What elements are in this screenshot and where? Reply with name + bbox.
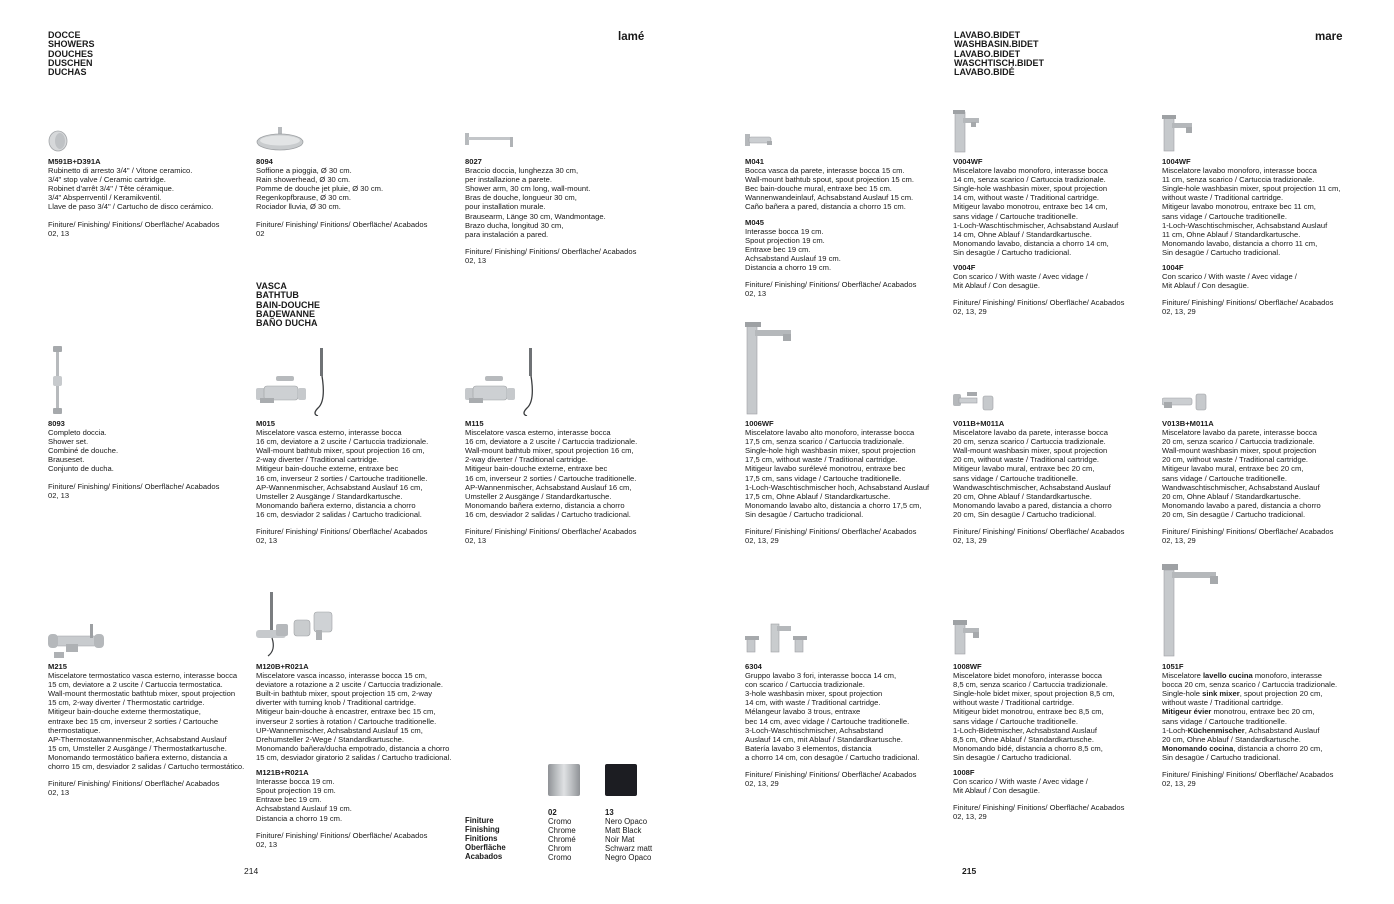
product-description: Con scarico / With waste / Avec vidage / Mit Ablauf / Con desagüe. — [953, 777, 1088, 796]
product-code: 8093 — [48, 419, 65, 428]
product-code: M120B+R021A — [256, 662, 309, 671]
product-description: Miscelatore lavabo monoforo, interasse bocca 11 cm, senza scarico / Cartuccia tradizionale. Single-hole washbasin mixer, spout projection 11 cm, without waste / Traditional cartridge. Mitigeur lavabo monotrou, entraxe bec 11 cm, sans vidage / Cartouche traditionelle. 1-Loch-Waschtischmischer, Achsabstand Auslauf 11 cm, Ohne Ablauf / Standardkartusche. Monomando lavabo, distancia a chorro 11 cm, Sin desagüe / Cartucho tradicional. — [1162, 166, 1341, 257]
series-name: mare — [1315, 31, 1343, 43]
product-description: Miscelatore lavabo da parete, interasse bocca 20 cm, senza scarico / Cartuccia tradizionale. Wall-mount washbasin mixer, spout projection 20 cm, without waste / Traditional cartridge. Mitigeur lavabo mural, entraxe bec 20 cm, sans vidage / Cartouche traditionelle. Wandwaschtischmischer, Achsabstand Auslauf 20 cm, Ohne Ablauf / Standardkartusche. Monomando lavabo a pared, distancia a chorro 20 cm, Sin desagüe / Cartucho tradicional. — [1162, 428, 1321, 519]
finishing-codes: 02, 13 — [465, 255, 487, 265]
shower-arm-icon — [465, 131, 515, 151]
product-M041 — [745, 157, 945, 298]
product-description: Miscelatore lavabo alto monoforo, interasse bocca 17,5 cm, senza scarico / Cartuccia tradizionale. Single-hole high washbasin mixer, spout projection 17,5 cm, without waste / Traditional cartridge. Mitigeur lavabo surélevé monotrou, entraxe bec 17,5 cm, sans vidage / Cartouche traditionelle. 1-Loch-Waschtischmischer hoch, Achsabstand Auslauf 17,5 cm, Ohne Ablauf / Standardkartusche. Monomando lavabo alto, distancia a chorro 17,5 cm, Sin desagüe / Cartucho tradicional. — [745, 428, 930, 519]
finishing-label: Finiture/ Finishing/ Finitions/ Oberfläche/ Acabados — [745, 280, 917, 290]
header-line: WASCHTISCH.BIDET — [954, 57, 1044, 68]
product-description: Soffione a pioggia, Ø 30 cm. Rain showerhead, Ø 30 cm. Pomme de douche jet pluie, Ø 30 cm. Regenkopfbrause, Ø 30 cm. Rociador lluvia, Ø 30 cm. — [256, 166, 384, 212]
header-line: LAVABO.BIDÉ — [954, 67, 1015, 78]
product-1004WF — [1162, 157, 1362, 317]
finishing-label: Finiture/ Finishing/ Finitions/ Oberfläche/ Acabados — [48, 481, 220, 491]
description-text: Sin desagüe / Cartucho tradicional. — [1162, 752, 1281, 762]
description-text: , Achsabstand Auslauf — [1244, 725, 1320, 735]
section-header-bathtub — [256, 282, 320, 328]
description-text: without waste / Traditional cartridge. — [1162, 698, 1284, 708]
basin-mixer-icon — [953, 110, 981, 154]
product-code: M045 — [745, 217, 764, 227]
product-description: Completo doccia. Shower set. Combiné de douche. Brauseset. Conjunto de ducha. — [48, 428, 119, 474]
finish-name: Nero Opaco — [605, 817, 648, 827]
description-line — [1162, 726, 1372, 735]
header-line: BADEWANNE — [256, 308, 316, 319]
product-code: 1008F — [953, 768, 975, 778]
finishing-label: Finiture/ Finishing/ Finitions/ Oberfläche/ Acabados — [953, 527, 1125, 537]
description-line — [1162, 680, 1372, 689]
series-name: lamé — [618, 31, 645, 43]
description-line — [1162, 698, 1372, 707]
finish-name: Matt Black — [605, 826, 642, 836]
product-code: 1004F — [1162, 263, 1184, 273]
header-line: DUCHAS — [48, 67, 87, 78]
description-text: , spout projection 20 cm, — [1239, 689, 1323, 699]
product-1006WF — [745, 419, 950, 545]
product-code: 1006WF — [745, 419, 774, 428]
product-code: 8094 — [256, 157, 273, 166]
product-code: M041 — [745, 157, 764, 166]
product-V011B — [953, 419, 1153, 545]
page-number-left: 214 — [244, 866, 259, 876]
product-description: Interasse bocca 19 cm. Spout projection 19 cm. Entraxe bec 19 cm. Achsabstand Auslauf 19 cm. Distancia a chorro 19 cm. — [745, 226, 841, 273]
description-bold: Küchenmischer — [1187, 725, 1245, 735]
finishing-label: Finiture/ Finishing/ Finitions/ Oberfläche/ Acabados — [48, 219, 220, 229]
finishing-label: Finiture/ Finishing/ Finitions/ Oberfläche/ Acabados — [745, 527, 917, 537]
finishing-codes: 02, 13, 29 — [1162, 536, 1196, 546]
product-code: 6304 — [745, 662, 762, 671]
description-text: monotrou, entraxe bec 20 cm, — [1211, 707, 1315, 717]
product-description: Miscelatore vasca incasso, interasse bocca 15 cm, deviatore a rotazione a 2 uscite / Cartuccia tradizionale. Built-in bathtub mixer, spout projection 15 cm, 2-way diverter with turning knob / Traditional cartridge. Mitigeur bain-douche à encastrer, entraxe bec 15 cm, inverseur 2 sorties à rotation / Cartouche traditionelle. UP-Wannenmischer, Achsabstand Auslauf 15 cm, Drehumsteller 2-Wege / Standardkartusche. Monomando bañera/ducha empotrado, distancia a chorro 15 cm, desviador giratorio 2 salidas / Cartucho tradicional. — [256, 671, 452, 762]
finish-name: Chromé — [548, 835, 576, 845]
product-code: M015 — [256, 419, 275, 428]
bidet-mixer-icon — [953, 616, 983, 656]
description-bold: sink mixer — [1202, 689, 1240, 699]
product-code: V004WF — [953, 157, 983, 166]
header-line: WASHBASIN.BIDET — [954, 39, 1039, 50]
finishing-codes: 02 — [256, 228, 265, 238]
product-V004WF — [953, 157, 1153, 317]
product-description: Miscelatore lavabo da parete, interasse bocca 20 cm, senza scarico / Cartuccia tradizionale. Wall-mount washbasin mixer, spout projection 20 cm, without waste / Traditional cartridge. Mitigeur lavabo mural, entraxe bec 20 cm, sans vidage / Cartouche traditionelle. Wandwaschtischmischer, Achsabstand Auslauf 20 cm, Ohne Ablauf / Standardkartusche. Monomando lavabo a pared, distancia a chorro 20 cm, Sin desagüe / Cartucho tradicional. — [953, 428, 1112, 519]
finish-label: Finiture — [465, 816, 494, 825]
finish-chrome — [548, 808, 576, 863]
description-text: Miscelatore — [1162, 671, 1203, 681]
product-description: Braccio doccia, lunghezza 30 cm, per installazione a parete. Shower arm, 30 cm long, wall-mount. Bras de douche, longueur 30 cm, pour installation murale. Brausearm, Länge 30 cm, Wandmontage. Brazo ducha, longitud 30 cm, para instalación a pared. — [465, 166, 606, 239]
section-header-showers — [48, 31, 95, 77]
product-code: V004F — [953, 263, 976, 273]
finishing-codes: 02, 13 — [256, 536, 278, 546]
header-line: DUSCHEN — [48, 57, 93, 68]
finish-name: Cromo — [548, 853, 572, 863]
bath-mixer-icon — [465, 346, 545, 416]
product-code: M591B+D391A — [48, 157, 101, 166]
finishing-codes: 02, 13, 29 — [745, 779, 779, 789]
rain-showerhead-icon — [256, 127, 304, 153]
finishing-codes: 02, 13 — [48, 788, 70, 798]
finish-name: Chrome — [548, 826, 576, 836]
finishing-codes: 02, 13, 29 — [953, 812, 987, 822]
finishing-codes: 02, 13, 29 — [1162, 307, 1196, 317]
finish-code: 02 — [548, 808, 557, 817]
product-M115 — [465, 419, 670, 545]
description-text: 1-Loch- — [1162, 725, 1188, 735]
finish-matt-black — [605, 808, 652, 863]
product-8027 — [465, 157, 665, 265]
product-8094 — [256, 157, 456, 238]
description-line — [1162, 735, 1372, 744]
product-description: Interasse bocca 19 cm. Spout projection 19 cm. Entraxe bec 19 cm. Achsabstand Auslauf 19 cm. Distancia a chorro 19 cm. — [256, 777, 352, 823]
product-description: Con scarico / With waste / Avec vidage / Mit Ablauf / Con desagüe. — [1162, 272, 1297, 291]
basin-mixer-icon — [1162, 113, 1196, 153]
finishing-codes: 02, 13, 29 — [953, 307, 987, 317]
product-description: Miscelatore bidet monoforo, interasse bocca 8,5 cm, senza scarico / Cartuccia tradizionale. Single-hole bidet mixer, spout projection 8,5 cm, without waste / Traditional cartridge. Mitigeur bidet monotrou, entraxe bec 8,5 cm, sans vidage / Cartouche traditionelle. 1-Loch-Bidetmischer, Achsabstand Auslauf 8,5 cm, Ohne Ablauf / Standardkartusche. Monomando bidé, distancia a chorro 8,5 cm, Sin desagüe / Cartucho tradicional. — [953, 671, 1115, 762]
description-line — [1162, 717, 1372, 726]
product-6304 — [745, 662, 950, 788]
built-in-mixer-icon — [256, 590, 336, 660]
finish-name: Cromo — [548, 817, 572, 827]
finish-label: Acabados — [465, 852, 503, 862]
chrome-swatch — [548, 764, 580, 796]
finishing-codes: 02, 13 — [745, 289, 767, 299]
finishing-label: Finiture/ Finishing/ Finitions/ Oberfläche/ Acabados — [256, 830, 428, 840]
finish-label: Finitions — [465, 834, 498, 844]
finishing-codes: 02, 13 — [48, 490, 70, 500]
description-text: , distancia a chorro 20 cm, — [1233, 743, 1323, 753]
description-bold: Monomando cocina — [1162, 743, 1234, 753]
product-M120B — [256, 662, 461, 849]
description-line — [1162, 707, 1372, 716]
product-description: Miscelatore vasca esterno, interasse bocca 16 cm, deviatore a 2 uscite / Cartuccia tradizionale. Wall-mount bathtub mixer, spout projection 16 cm, 2-way diverter / Traditional cartridge. Mitigeur bain-douche externe, entraxe bec 16 cm, inverseur 2 sorties / Cartouche traditionelle. AP-Wannenmischer, Achsabstand Auslauf 16 cm, Umsteller 2 Ausgänge / Standardkartusche. Monomando bañera externo, distancia a chorro 16 cm, desviador 2 salidas / Cartucho tradicional. — [256, 428, 429, 519]
product-code: 1051F — [1162, 662, 1184, 671]
shower-set-icon — [48, 346, 68, 416]
product-description — [1162, 671, 1372, 762]
product-description: Gruppo lavabo 3 fori, interasse bocca 14 cm, con scarico / Cartuccia tradizionale. 3-hole washbasin mixer, spout projection 14 cm, with waste / Traditional cartridge. Mélangeur lavabo 3 trous, entraxe bec 14 cm, avec vidage / Cartouche traditionelle. 3-Loch-Waschtischmischer, Achsabstand Auslauf 14 cm, mit Ablauf / Standardkartusche. Batería lavabo 3 elementos, distancia a chorro 14 cm, con desagüe / Cartucho tradicional. — [745, 671, 920, 762]
finish-label: Finishing — [465, 825, 500, 835]
description-text: Single-hole — [1162, 689, 1203, 699]
bathtub-spout-icon — [745, 130, 775, 152]
product-code: M121B+R021A — [256, 768, 309, 778]
finishing-label: Finiture/ Finishing/ Finitions/ Oberfläche/ Acabados — [256, 527, 428, 537]
description-text: bocca 20 cm, senza scarico / Cartuccia tradizionale. — [1162, 680, 1338, 690]
three-hole-mixer-icon — [745, 620, 807, 656]
finishing-label: Finiture/ Finishing/ Finitions/ Oberfläche/ Acabados — [465, 527, 637, 537]
header-line: BAÑO DUCHA — [256, 318, 318, 329]
bath-mixer-icon — [256, 346, 336, 416]
product-description: Miscelatore vasca esterno, interasse bocca 16 cm, deviatore a 2 uscite / Cartuccia tradizionale. Wall-mount bathtub mixer, spout projection 16 cm, 2-way diverter / Traditional cartridge. Mitigeur bain-douche externe, entraxe bec 16 cm, inverseur 2 sorties / Cartouche traditionelle. AP-Wannenmischer, Achsabstand Auslauf 16 cm, Umsteller 2 Ausgänge / Standardkartusche. Monomando bañera externo, distancia a chorro 16 cm, desviador 2 salidas / Cartucho tradicional. — [465, 428, 638, 519]
finish-label: Oberfläche — [465, 843, 506, 853]
finishing-label: Finiture/ Finishing/ Finitions/ Oberfläche/ Acabados — [48, 779, 220, 789]
product-M015 — [256, 419, 461, 545]
product-code: 1008WF — [953, 662, 982, 671]
finishing-label: Finiture/ Finishing/ Finitions/ Oberfläche/ Acabados — [256, 219, 428, 229]
matt-black-swatch — [605, 764, 637, 796]
page-number-right — [962, 866, 976, 876]
finishing-label: Finiture/ Finishing/ Finitions/ Oberfläche/ Acabados — [465, 246, 637, 256]
description-text: 20 cm, Ohne Ablauf / Standardkartusche. — [1162, 734, 1301, 744]
finish-name: Negro Opaco — [605, 853, 652, 863]
finish-name: Chrom — [548, 844, 572, 854]
product-description: Miscelatore lavabo monoforo, interasse bocca 14 cm, senza scarico / Cartuccia tradizionale. Single-hole washbasin mixer, spout projection 14 cm, without waste / Traditional cartridge. Mitigeur lavabo monotrou, entraxe bec 14 cm, sans vidage / Cartouche traditionelle. 1-Loch-Waschtischmischer, Achsabstand Auslauf 14 cm, Ohne Ablauf / Standardkartusche. Monomando lavabo, distancia a chorro 14 cm, Sin desagüe / Cartucho tradicional. — [953, 166, 1119, 257]
product-description: Rubinetto di arresto 3/4" / Vitone ceramico. 3/4" stop valve / Ceramic cartridge. Robinet d'arrêt 3/4" / Tête céramique. 3/4" Absperrventil / Keramikventil. Llave de paso 3/4" / Cartucho de disco cerámico. — [48, 166, 214, 212]
product-code: V011B+M011A — [953, 419, 1005, 428]
product-code: V013B+M011A — [1162, 419, 1214, 428]
description-text: sans vidage / Cartouche traditionelle. — [1162, 716, 1287, 726]
thermostatic-mixer-icon — [48, 620, 106, 660]
header-line: LAVABO.BIDET — [954, 30, 1021, 40]
product-M591B — [48, 157, 248, 238]
header-line: VASCA — [256, 281, 287, 291]
finishing-codes: 02, 13 — [48, 228, 70, 238]
finishing-label: Finiture/ Finishing/ Finitions/ Oberfläche/ Acabados — [953, 803, 1125, 813]
product-code: 8027 — [465, 157, 482, 166]
header-line: DOCCE — [48, 30, 81, 40]
tall-basin-mixer-icon — [745, 320, 795, 416]
section-header-washbasin — [954, 31, 1044, 77]
finishes-labels — [465, 816, 506, 861]
product-code: M215 — [48, 662, 67, 671]
finishing-codes: 02, 13 — [465, 536, 487, 546]
finishing-codes: 02, 13, 29 — [1162, 779, 1196, 789]
valve-handle-icon — [48, 130, 68, 152]
finishing-codes: 02, 13, 29 — [953, 536, 987, 546]
header-line: SHOWERS — [48, 39, 95, 50]
product-code: 1004WF — [1162, 157, 1191, 166]
finish-code: 13 — [605, 808, 614, 817]
description-line — [1162, 671, 1372, 680]
finish-name: Noir Mat — [605, 835, 635, 845]
description-line — [1162, 744, 1372, 753]
product-M215 — [48, 662, 246, 797]
finishes-table — [465, 808, 685, 868]
header-line: DOUCHES — [48, 48, 94, 59]
product-V013B — [1162, 419, 1362, 545]
finishing-codes: 02, 13, 29 — [745, 536, 779, 546]
product-1008WF — [953, 662, 1153, 822]
description-text: monoforo, interasse — [1252, 671, 1322, 681]
finishing-codes: 02, 13 — [256, 839, 278, 849]
page-number: 215 — [962, 866, 977, 876]
finishing-label: Finiture/ Finishing/ Finitions/ Oberfläche/ Acabados — [1162, 298, 1334, 308]
header-line: BATHTUB — [256, 290, 299, 301]
sink-mixer-icon — [1162, 562, 1222, 658]
product-code: M115 — [465, 419, 484, 428]
right-page — [697, 0, 1394, 904]
description-line — [1162, 689, 1372, 698]
header-line: LAVABO.BIDET — [954, 48, 1021, 59]
finishing-label: Finiture/ Finishing/ Finitions/ Oberfläche/ Acabados — [1162, 527, 1334, 537]
product-8093 — [48, 419, 248, 500]
product-description: Con scarico / With waste / Avec vidage / Mit Ablauf / Con desagüe. — [953, 272, 1088, 291]
finishing-label: Finiture/ Finishing/ Finitions/ Oberfläche/ Acabados — [745, 770, 917, 780]
wall-basin-mixer-icon — [953, 392, 995, 414]
header-line: BAIN-DOUCHE — [256, 299, 320, 310]
product-1051F — [1162, 662, 1372, 788]
wall-basin-mixer-icon — [1162, 392, 1210, 414]
finish-name: Schwarz matt — [605, 844, 653, 854]
description-line — [1162, 753, 1372, 762]
product-description: Bocca vasca da parete, interasse bocca 15 cm. Wall-mount bathtub spout, spout projection 15 cm. Bec bain-douche mural, entraxe bec 15 cm. Wannenwandeinlauf, Achsabstand Auslauf 15 cm. Caño bañera a pared, distancia a chorro 15 cm. — [745, 166, 914, 212]
description-bold: Mitigeur évier — [1162, 707, 1212, 717]
product-description: Miscelatore termostatico vasca esterno, interasse bocca 15 cm, deviatore a 2 uscite / Cartuccia termostatica. Wall-mount thermostatic bathtub mixer, spout projection 15 cm, 2-way diverter / Thermostatic cartridge. Mitigeur bain-douche externe thermostatique, entraxe bec 15 cm, inverseur 2 sorties / Cartouche thermostatique. AP-Thermostatwannenmischer, Achsabstand Auslauf 15 cm, Umsteller 2 Ausgänge / Thermostatkartusche. Monomando termostático bañera externo, distancia a chorro 15 cm, desviador 2 salidas / Cartucho termostático. — [48, 671, 245, 772]
description-bold: lavello cucina — [1202, 671, 1253, 681]
finishing-label: Finiture/ Finishing/ Finitions/ Oberfläche/ Acabados — [1162, 770, 1334, 780]
finishing-label: Finiture/ Finishing/ Finitions/ Oberfläche/ Acabados — [953, 298, 1125, 308]
